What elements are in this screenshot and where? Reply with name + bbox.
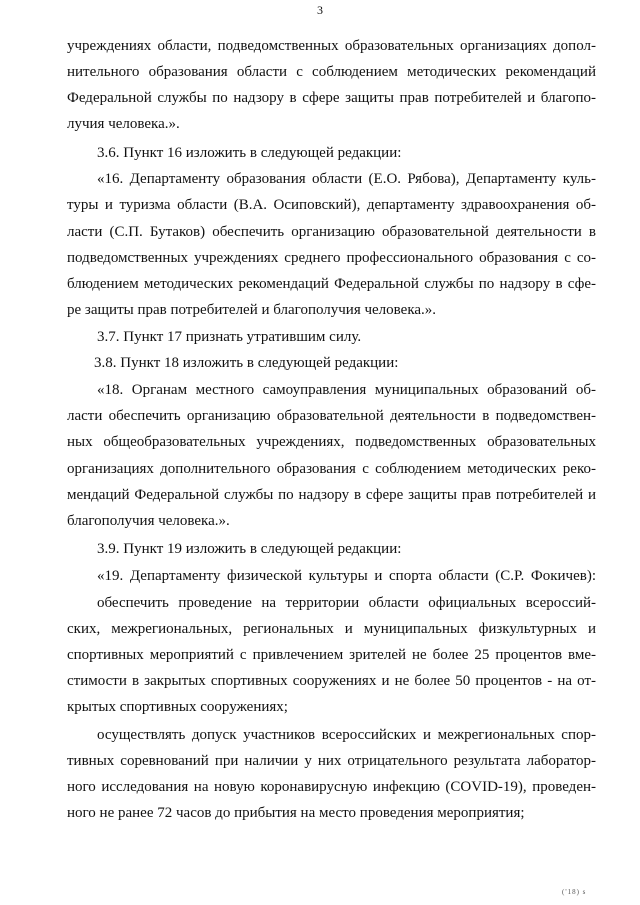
text-line: ных общеобразовательных учреждениях, подведомственных образовательных — [67, 434, 596, 450]
text-line: 3.8. Пункт 18 изложить в следующей редакции: — [94, 355, 399, 371]
text-line: учреждениях области, подведомственных образовательных организациях допол- — [67, 38, 596, 54]
text-line: тивных соревнований при наличии у них отрицательного результата лаборатор- — [67, 753, 596, 769]
text-line: туры и туризма области (В.А. Осиповский), департаменту здравоохранения об- — [67, 197, 596, 213]
text-line: ласти (С.П. Бутаков) обеспечить организацию образовательной деятельности в — [67, 224, 596, 240]
text-line: ласти обеспечить организацию образовательной деятельности в подведомствен- — [67, 408, 596, 424]
text-line: блюдением методических рекомендаций Федеральной службы по надзору в сфе- — [67, 276, 596, 292]
text-line: осуществлять допуск участников всероссийских и межрегиональных спор- — [97, 727, 596, 743]
text-line: спортивных мероприятий с привлечением зрителей не более 25 процентов вме- — [67, 647, 596, 663]
text-line: «16. Департаменту образования области (Е.О. Рябова), Департаменту куль- — [97, 171, 596, 187]
text-line: стимости в закрытых спортивных сооружениях и не более 50 процентов - на от- — [67, 673, 596, 689]
text-line: ре защиты прав потребителей и благополучия человека.». — [67, 302, 437, 318]
text-line: обеспечить проведение на территории области официальных всероссий- — [97, 595, 596, 611]
text-line: мендаций Федеральной службы по надзору в сфере защиты прав потребителей и — [67, 487, 596, 503]
text-line: ного не ранее 72 часов до прибытия на место проведения мероприятия; — [67, 805, 525, 821]
text-line: Федеральной службы по надзору в сфере защиты прав потребителей и благопо- — [67, 90, 596, 106]
text-line: 3.7. Пункт 17 признать утратившим силу. — [97, 329, 362, 345]
text-line: нительного образования области с соблюдением методических рекомендаций — [67, 64, 596, 80]
text-line: 3.6. Пункт 16 изложить в следующей редакции: — [97, 145, 402, 161]
text-line: ного исследования на новую коронавирусную инфекцию (COVID-19), проведен- — [67, 779, 596, 795]
text-line: лучия человека.». — [67, 116, 180, 132]
text-line: организациях дополнительного образования с соблюдением методических реко- — [67, 461, 596, 477]
text-line: 3.9. Пункт 19 изложить в следующей редакции: — [97, 541, 402, 557]
footer-mark: ('18) s — [562, 888, 587, 896]
text-line: крытых спортивных сооружениях; — [67, 699, 288, 715]
text-line: подведомственных учреждениях среднего профессионального образования с со- — [67, 250, 596, 266]
text-line: «19. Департаменту физической культуры и спорта области (С.Р. Фокичев): — [97, 568, 596, 584]
text-line: благополучия человека.». — [67, 513, 230, 529]
text-line: ских, межрегиональных, региональных и муниципальных физкультурных и — [67, 621, 596, 637]
text-line: «18. Органам местного самоуправления муниципальных образований об- — [97, 382, 596, 398]
page-number: 3 — [317, 3, 323, 17]
